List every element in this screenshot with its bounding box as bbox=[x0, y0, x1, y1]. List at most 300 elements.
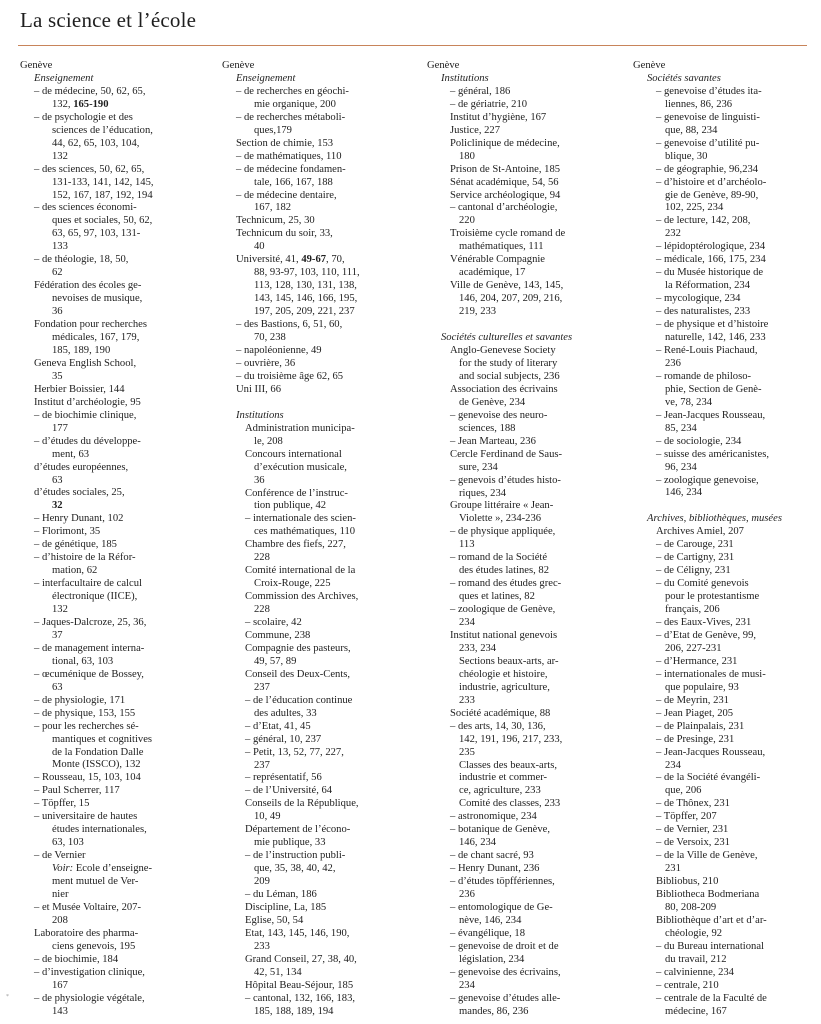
index-entry-text: – de Meyrin, 231 bbox=[656, 694, 729, 706]
index-line bbox=[633, 630, 805, 643]
index-line bbox=[20, 177, 192, 190]
index-line bbox=[633, 215, 805, 228]
index-entry-text: tional, 63, 103 bbox=[52, 655, 114, 667]
index-entry-text: – de physique, 153, 155 bbox=[34, 707, 136, 719]
index-line bbox=[633, 436, 805, 449]
index-spacer bbox=[633, 500, 805, 513]
index-entry-text: – de physiologie, 171 bbox=[34, 694, 126, 706]
index-entry-text: 146, 204, 207, 209, 216, bbox=[459, 293, 563, 305]
index-entry-text: 233, 234 bbox=[459, 642, 497, 654]
index-line bbox=[20, 552, 192, 565]
index-entry-text: blique, 30 bbox=[665, 150, 708, 162]
index-line bbox=[427, 643, 599, 656]
index-entry-text: riques, 234 bbox=[459, 487, 507, 499]
index-entry-text: Ville de Genève, 143, 145, bbox=[450, 280, 564, 292]
index-column-1 bbox=[20, 60, 192, 1019]
index-entry-text: – Jean Piaget, 205 bbox=[656, 707, 734, 719]
index-entry-text: – romand des études grec- bbox=[450, 578, 562, 590]
index-entry-text: – Jean Marteau, 236 bbox=[450, 435, 536, 447]
index-entry-text: 197, 205, 209, 221, 237 bbox=[254, 306, 355, 318]
index-line bbox=[427, 99, 599, 112]
index-line bbox=[222, 591, 394, 604]
index-line bbox=[633, 902, 805, 915]
index-entry-text: ces mathématiques, 110 bbox=[254, 526, 356, 538]
index-line bbox=[20, 747, 192, 760]
index-entry-text: Commune, 238 bbox=[245, 629, 311, 641]
index-entry-text: Uni III, 66 bbox=[236, 383, 282, 395]
index-line bbox=[20, 254, 192, 267]
index-entry-text: – mycologique, 234 bbox=[656, 293, 741, 305]
index-line bbox=[427, 449, 599, 462]
index-entry-text: 85, 234 bbox=[665, 422, 697, 434]
index-entry-text: 228 bbox=[254, 604, 270, 616]
index-line bbox=[222, 811, 394, 824]
index-line bbox=[427, 591, 599, 604]
index-entry-text: – d’investigation clinique, bbox=[34, 966, 145, 978]
index-line bbox=[427, 772, 599, 785]
index-section-heading: Sociétés culturelles et savantes bbox=[441, 332, 573, 344]
index-line bbox=[20, 850, 192, 863]
index-line bbox=[633, 526, 805, 539]
index-line bbox=[427, 306, 599, 319]
index-entry-text: 63 bbox=[52, 474, 63, 486]
index-section-heading: Institutions bbox=[236, 409, 284, 421]
index-line bbox=[222, 734, 394, 747]
index-line bbox=[427, 630, 599, 643]
index-line bbox=[20, 267, 192, 280]
index-entry-text: – interfacultaire de calcul bbox=[34, 578, 142, 590]
index-line bbox=[633, 747, 805, 760]
index-line bbox=[222, 345, 394, 358]
index-entry-text: sciences, 188 bbox=[459, 422, 516, 434]
index-line bbox=[427, 267, 599, 280]
index-entry-text: 232 bbox=[665, 228, 681, 240]
index-line bbox=[633, 384, 805, 397]
index-line bbox=[222, 293, 394, 306]
index-line bbox=[20, 734, 192, 747]
index-line bbox=[20, 500, 192, 513]
index-line bbox=[20, 358, 192, 371]
index-entry-text: 228 bbox=[254, 552, 270, 564]
index-entry-text: 36 bbox=[254, 474, 265, 486]
index-line bbox=[222, 837, 394, 850]
index-entry-text: Service archéologique, 94 bbox=[450, 189, 561, 201]
index-line bbox=[427, 617, 599, 630]
index-entry-text: – genevoise de droit et de bbox=[450, 940, 559, 952]
index-line bbox=[20, 759, 192, 772]
index-entry-text: médicales, 167, 179, bbox=[52, 332, 140, 344]
index-line bbox=[633, 941, 805, 954]
index-line bbox=[427, 358, 599, 371]
index-entry-text: 231 bbox=[665, 863, 681, 875]
index-line bbox=[633, 539, 805, 552]
index-line bbox=[427, 190, 599, 203]
index-entry-text: – de management interna- bbox=[34, 642, 145, 654]
index-entry-text: que, 206 bbox=[665, 785, 702, 797]
index-line bbox=[427, 993, 599, 1006]
index-line bbox=[20, 798, 192, 811]
index-line bbox=[633, 604, 805, 617]
index-line bbox=[222, 941, 394, 954]
index-line bbox=[222, 125, 394, 138]
index-line bbox=[427, 112, 599, 125]
index-line bbox=[20, 604, 192, 617]
index-entry-text: 146, 234 bbox=[665, 487, 703, 499]
index-entry-text: nevoises de musique, bbox=[52, 293, 143, 305]
index-line bbox=[222, 99, 394, 112]
index-entry-text: 96, 234 bbox=[665, 461, 697, 473]
index-line bbox=[222, 500, 394, 513]
index-entry-text: d’études sociales, 25, bbox=[34, 487, 125, 499]
index-line bbox=[427, 332, 599, 345]
index-entry-text: – de l’éducation continue bbox=[245, 694, 353, 706]
index-line bbox=[222, 578, 394, 591]
index-entry-text: phie, Section de Genè- bbox=[665, 383, 762, 395]
index-entry-text: – de physique appliquée, bbox=[450, 526, 556, 538]
index-entry-text: – du troisième âge 62, 65 bbox=[236, 370, 344, 382]
index-entry-text: and social subjects, 236 bbox=[459, 370, 560, 382]
index-bold-page: 32 bbox=[52, 500, 63, 512]
index-entry-text: – du Comité genevois bbox=[656, 578, 749, 590]
index-entry-text: des adultes, 33 bbox=[254, 707, 317, 719]
index-line bbox=[427, 695, 599, 708]
index-entry-text: – genevoise d’études ita- bbox=[656, 85, 762, 97]
index-line bbox=[427, 656, 599, 669]
index-line bbox=[20, 138, 192, 151]
index-entry-text: – Töpffer, 15 bbox=[34, 798, 90, 810]
index-entry-text: – universitaire de hautes bbox=[34, 811, 138, 823]
index-entry-text: – d’histoire de la Réfor- bbox=[34, 552, 136, 564]
index-line bbox=[222, 695, 394, 708]
index-entry-text: – Töpffer, 207 bbox=[656, 811, 717, 823]
index-line bbox=[427, 863, 599, 876]
index-line bbox=[20, 980, 192, 993]
index-entry-text: 63, 65, 97, 103, 131- bbox=[52, 228, 141, 240]
index-entry-text: – de sociologie, 234 bbox=[656, 435, 742, 447]
index-line bbox=[427, 876, 599, 889]
index-entry-text: Grand Conseil, 27, 38, 40, bbox=[245, 953, 357, 965]
index-line bbox=[222, 824, 394, 837]
index-line bbox=[20, 669, 192, 682]
index-entry-text: Institut national genevois bbox=[450, 629, 558, 641]
index-line bbox=[633, 565, 805, 578]
index-line bbox=[20, 190, 192, 203]
index-line bbox=[633, 332, 805, 345]
index-entry-text: mathématiques, 111 bbox=[459, 241, 544, 253]
index-line bbox=[427, 86, 599, 99]
index-entry-text: – de biochimie, 184 bbox=[34, 953, 119, 965]
index-entry-text: Cercle Ferdinand de Saus- bbox=[450, 448, 563, 460]
index-line bbox=[222, 928, 394, 941]
index-entry-text: Conférence de l’instruc- bbox=[245, 487, 348, 499]
index-entry-text: Bibliotheca Bodmeriana bbox=[656, 889, 760, 901]
index-entry-text: Troisième cycle romand de bbox=[450, 228, 566, 240]
index-line bbox=[633, 993, 805, 1006]
index-entry-text: académique, 17 bbox=[459, 267, 526, 279]
index-line bbox=[222, 915, 394, 928]
index-line bbox=[222, 86, 394, 99]
index-line bbox=[427, 785, 599, 798]
index-entry-text: 234 bbox=[459, 979, 475, 991]
index-line bbox=[20, 708, 192, 721]
index-line bbox=[427, 889, 599, 902]
index-line bbox=[427, 280, 599, 293]
index-line bbox=[222, 798, 394, 811]
index-entry-text: – de recherches en géochi- bbox=[236, 85, 349, 97]
index-entry-text: 236 bbox=[459, 889, 475, 901]
index-line bbox=[20, 73, 192, 86]
index-entry-text: Institut d’archéologie, 95 bbox=[34, 396, 141, 408]
index-line bbox=[427, 1006, 599, 1019]
index-line bbox=[427, 462, 599, 475]
index-entry-text: Commission des Archives, bbox=[245, 591, 359, 603]
index-entry-text: – de Presinge, 231 bbox=[656, 733, 735, 745]
index-line bbox=[427, 850, 599, 863]
index-line bbox=[20, 345, 192, 358]
index-entry-text: – de biochimie clinique, bbox=[34, 409, 137, 421]
index-line bbox=[633, 734, 805, 747]
index-entry-text: – du Léman, 186 bbox=[245, 889, 317, 901]
index-line bbox=[633, 177, 805, 190]
index-entry-text: Etat, 143, 145, 146, 190, bbox=[245, 927, 350, 939]
index-line bbox=[20, 526, 192, 539]
index-entry-text: 237 bbox=[254, 759, 270, 771]
index-entry-text: 206, 227-231 bbox=[665, 642, 722, 654]
index-line bbox=[222, 850, 394, 863]
index-line bbox=[633, 462, 805, 475]
index-entry-text: – internationale des scien- bbox=[245, 513, 356, 525]
index-entry-text: Vénérable Compagnie bbox=[450, 254, 546, 266]
index-line bbox=[20, 591, 192, 604]
index-line bbox=[20, 539, 192, 552]
index-line bbox=[427, 539, 599, 552]
index-entry-text: Conseils de la République, bbox=[245, 798, 359, 810]
index-line bbox=[20, 1006, 192, 1019]
index-entry-text: ciens genevois, 195 bbox=[52, 940, 136, 952]
index-line bbox=[222, 565, 394, 578]
index-entry-text: Chambre des fiefs, 227, bbox=[245, 539, 346, 551]
index-entry-text: – de physiologie végétale, bbox=[34, 992, 145, 1004]
index-line bbox=[222, 73, 394, 86]
index-entry-text: – d’études du développe- bbox=[34, 435, 141, 447]
index-line bbox=[633, 591, 805, 604]
index-line bbox=[427, 177, 599, 190]
index-line bbox=[427, 578, 599, 591]
index-entry-text: 36 bbox=[52, 306, 63, 318]
index-entry-text: – du Musée historique de bbox=[656, 267, 764, 279]
index-column-3 bbox=[427, 60, 599, 1019]
index-entry-text: – de lecture, 142, 208, bbox=[656, 215, 751, 227]
index-line bbox=[633, 513, 805, 526]
index-entry-text: 167 bbox=[52, 979, 68, 991]
index-entry-text: – de psychologie et des bbox=[34, 111, 133, 123]
index-line bbox=[222, 604, 394, 617]
index-line bbox=[633, 86, 805, 99]
index-line bbox=[427, 552, 599, 565]
index-entry-text: – pour les recherches sé- bbox=[34, 720, 139, 732]
index-entry-text: – de théologie, 18, 50, bbox=[34, 254, 129, 266]
index-section-heading: Archives, bibliothèques, musées bbox=[647, 513, 782, 525]
index-entry-text: Policlinique de médecine, bbox=[450, 137, 560, 149]
index-entry-text: Eglise, 50, 54 bbox=[245, 914, 304, 926]
index-line bbox=[222, 656, 394, 669]
index-entry-text: – calvinienne, 234 bbox=[656, 966, 734, 978]
index-line bbox=[633, 60, 805, 73]
index-line bbox=[633, 397, 805, 410]
index-line bbox=[633, 954, 805, 967]
index-entry-text: – de mathématiques, 110 bbox=[236, 150, 342, 162]
index-entry-text: – de l’instruction publi- bbox=[245, 850, 346, 862]
index-line bbox=[222, 552, 394, 565]
index-line bbox=[633, 863, 805, 876]
index-line bbox=[20, 410, 192, 423]
index-line bbox=[20, 876, 192, 889]
index-line bbox=[20, 967, 192, 980]
index-line bbox=[20, 682, 192, 695]
index-entry-text: – de génétique, 185 bbox=[34, 539, 117, 551]
index-entry-text: – de recherches métaboli- bbox=[236, 111, 346, 123]
index-entry-text: ment mutuel de Ver- bbox=[52, 876, 139, 888]
index-entry-text: Sections beaux-arts, ar- bbox=[459, 655, 559, 667]
index-entry-text: – de Thônex, 231 bbox=[656, 798, 730, 810]
index-line bbox=[20, 513, 192, 526]
index-entry-text: 143 bbox=[52, 1005, 68, 1017]
index-line bbox=[222, 785, 394, 798]
index-line bbox=[633, 928, 805, 941]
index-line bbox=[20, 228, 192, 241]
index-line bbox=[427, 164, 599, 177]
index-line bbox=[222, 112, 394, 125]
index-entry-text: Comité international de la bbox=[245, 565, 356, 577]
index-line bbox=[633, 811, 805, 824]
index-entry-text: – de Versoix, 231 bbox=[656, 837, 730, 849]
index-line bbox=[20, 785, 192, 798]
index-line bbox=[20, 164, 192, 177]
index-line bbox=[633, 760, 805, 773]
index-line bbox=[222, 138, 394, 151]
index-line bbox=[222, 488, 394, 501]
index-section-heading: Enseignement bbox=[34, 72, 94, 84]
index-entry-text: mation, 62 bbox=[52, 565, 98, 577]
index-entry-text: – Petit, 13, 52, 77, 227, bbox=[245, 746, 344, 758]
index-line bbox=[20, 280, 192, 293]
index-entry-text: Département de l’écono- bbox=[245, 824, 351, 836]
index-entry-text: d’études européennes, bbox=[34, 461, 129, 473]
index-line bbox=[427, 215, 599, 228]
index-entry-text: – de la Ville de Genève, bbox=[656, 850, 758, 862]
index-line bbox=[427, 902, 599, 915]
index-entry-text: 102, 225, 234 bbox=[665, 202, 724, 214]
index-line bbox=[20, 86, 192, 99]
index-line bbox=[222, 228, 394, 241]
index-entry-text: Genève bbox=[20, 60, 53, 71]
index-line bbox=[20, 811, 192, 824]
index-line bbox=[20, 371, 192, 384]
index-entry-text: de la Fondation Dalle bbox=[52, 746, 144, 758]
index-entry-text: Société académique, 88 bbox=[450, 707, 551, 719]
index-line bbox=[633, 656, 805, 669]
index-entry-text: 63, 103 bbox=[52, 837, 84, 849]
index-entry-text: – des arts, 14, 30, 136, bbox=[450, 720, 546, 732]
index-entry-text: – représentatif, 56 bbox=[245, 772, 322, 784]
index-entry-text: – cantonal, 132, 166, 183, bbox=[245, 992, 356, 1004]
index-entry-text: sure, 234 bbox=[459, 461, 498, 473]
index-see-label: Voir: bbox=[52, 863, 74, 875]
index-line bbox=[633, 824, 805, 837]
index-line bbox=[222, 889, 394, 902]
index-line bbox=[633, 669, 805, 682]
header-rule bbox=[18, 45, 807, 46]
index-entry-text: – entomologique de Ge- bbox=[450, 902, 553, 913]
index-line bbox=[222, 151, 394, 164]
index-entry-text: – de physique et d’histoire bbox=[656, 319, 769, 331]
index-entry-text: – cantonal d’archéologie, bbox=[450, 202, 558, 214]
index-entry-text: – napoléonienne, 49 bbox=[236, 344, 322, 356]
index-entry-text: que populaire, 93 bbox=[665, 681, 739, 693]
index-entry-text: ques et latines, 82 bbox=[459, 591, 535, 603]
index-line bbox=[20, 60, 192, 73]
index-line bbox=[633, 915, 805, 928]
index-entry-text: 132 bbox=[52, 604, 68, 616]
index-line bbox=[20, 112, 192, 125]
index-line bbox=[427, 837, 599, 850]
index-entry-text: – genevoise de linguisti- bbox=[656, 111, 760, 123]
index-entry-text: Prison de St-Antoine, 185 bbox=[450, 163, 561, 175]
index-entry-text: – de Céligny, 231 bbox=[656, 565, 731, 577]
index-entry-text: 234 bbox=[459, 617, 475, 629]
index-line bbox=[222, 267, 394, 280]
index-entry-text: – ouvrière, 36 bbox=[236, 357, 296, 369]
index-line bbox=[427, 798, 599, 811]
index-entry-text: – du Bureau international bbox=[656, 940, 764, 952]
index-entry-text: – Florimont, 35 bbox=[34, 526, 101, 538]
index-entry-text: Section de chimie, 153 bbox=[236, 137, 334, 149]
index-line bbox=[633, 682, 805, 695]
index-line bbox=[633, 552, 805, 565]
index-line bbox=[427, 151, 599, 164]
index-line bbox=[427, 824, 599, 837]
index-line bbox=[427, 604, 599, 617]
index-entry-text: 49, 57, 89 bbox=[254, 655, 297, 667]
index-line bbox=[633, 410, 805, 423]
index-entry-text: – genevoise des écrivains, bbox=[450, 966, 561, 978]
index-entry-text: Association des écrivains bbox=[450, 383, 558, 395]
index-line bbox=[222, 954, 394, 967]
index-line bbox=[222, 332, 394, 345]
index-line bbox=[222, 462, 394, 475]
index-entry-text: 219, 233 bbox=[459, 306, 497, 318]
index-line bbox=[427, 565, 599, 578]
index-entry-text: for the study of literary bbox=[459, 357, 558, 369]
index-entry-text: mantiques et cognitives bbox=[52, 733, 153, 745]
page-title: La science et l’école bbox=[20, 8, 197, 32]
index-entry-text: – d’Etat, 41, 45 bbox=[245, 720, 311, 732]
index-entry-text: Discipline, La, 185 bbox=[245, 902, 327, 913]
index-line bbox=[633, 306, 805, 319]
index-line bbox=[20, 656, 192, 669]
index-line bbox=[427, 241, 599, 254]
index-entry-text: 237 bbox=[254, 681, 270, 693]
index-line bbox=[633, 99, 805, 112]
index-line bbox=[222, 760, 394, 773]
index-column-2 bbox=[222, 60, 394, 1019]
index-entry-text: législation, 234 bbox=[459, 953, 525, 965]
index-line bbox=[427, 371, 599, 384]
index-entry-text: – zoologique de Genève, bbox=[450, 604, 556, 616]
index-line bbox=[633, 125, 805, 138]
index-line bbox=[633, 967, 805, 980]
index-entry-text: gie de Genève, 89-90, bbox=[665, 189, 759, 201]
